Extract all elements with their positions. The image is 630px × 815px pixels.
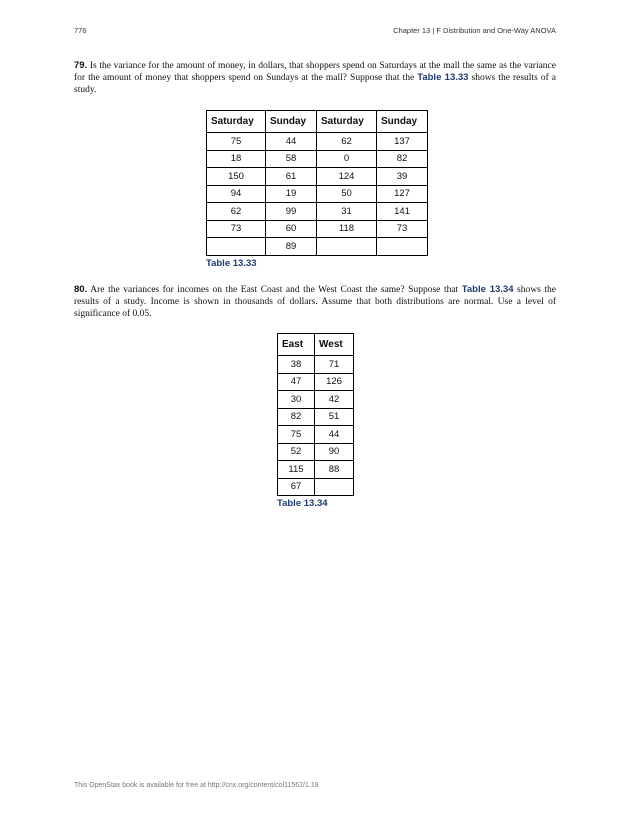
table-link[interactable]: Table 13.34 <box>461 284 514 295</box>
table-row <box>278 408 354 426</box>
problem-80 <box>74 284 556 320</box>
table-cell: 89 <box>266 238 317 256</box>
chapter-title: Chapter 13 | F Distribution and One-Way ANOVA <box>393 26 556 35</box>
problem-text: shows the results of a study. <box>74 73 556 95</box>
page-number: 776 <box>74 26 87 35</box>
table-link[interactable]: Table 13.33 <box>417 72 469 83</box>
table-cell: 115 <box>278 461 315 479</box>
table-cell: 124 <box>317 168 377 186</box>
table-row <box>278 443 354 461</box>
table-cell: 75 <box>278 426 315 444</box>
table-cell: 67 <box>278 478 315 496</box>
table-cell: 62 <box>317 133 377 151</box>
table-cell: 94 <box>207 185 266 203</box>
table-row <box>207 150 428 168</box>
table-row <box>207 185 428 203</box>
table-cell: 82 <box>278 408 315 426</box>
column-header: Saturday <box>207 111 266 133</box>
table-cell: 99 <box>266 203 317 221</box>
table-cell: 0 <box>317 150 377 168</box>
table-cell: 52 <box>278 443 315 461</box>
page-header <box>74 26 556 38</box>
table-13-34 <box>277 333 354 496</box>
table-cell: 150 <box>207 168 266 186</box>
problem-text: Is the variance for the amount of money, in dollars, that shoppers spend on Saturdays at the mall the same as the variance for the amount of money that shoppers spend on Sundays at the mall? Suppose that the <box>74 61 556 83</box>
table-cell: 118 <box>317 220 377 238</box>
table-cell: 58 <box>266 150 317 168</box>
table-row <box>207 203 428 221</box>
problem-79 <box>74 60 556 96</box>
table-cell <box>317 238 377 256</box>
column-header: Saturday <box>317 111 377 133</box>
table-cell: 73 <box>207 220 266 238</box>
table-cell: 44 <box>315 426 354 444</box>
table-cell <box>315 478 354 496</box>
table-cell: 127 <box>377 185 428 203</box>
problem-number: 80. <box>74 284 88 295</box>
table-row <box>278 461 354 479</box>
table-cell: 137 <box>377 133 428 151</box>
table-row <box>278 426 354 444</box>
problem-number: 79. <box>74 60 88 71</box>
table-cell <box>377 238 428 256</box>
table-header-row <box>278 334 354 356</box>
table-cell: 60 <box>266 220 317 238</box>
table-row <box>207 168 428 186</box>
table-cell: 19 <box>266 185 317 203</box>
table-row <box>278 391 354 409</box>
column-header: Sunday <box>266 111 317 133</box>
table-caption: Table 13.34 <box>277 498 328 509</box>
table-cell: 71 <box>315 356 354 374</box>
problem-text: shows the results of a study. Income is shown in thousands of dollars. Assume that both distributions are normal. Use a level of significance of 0.05. <box>74 285 556 319</box>
table-cell: 38 <box>278 356 315 374</box>
table-cell: 47 <box>278 373 315 391</box>
table-cell: 39 <box>377 168 428 186</box>
table-cell: 141 <box>377 203 428 221</box>
table-cell: 62 <box>207 203 266 221</box>
table-row <box>207 238 428 256</box>
table-cell: 126 <box>315 373 354 391</box>
table-cell: 75 <box>207 133 266 151</box>
column-header: Sunday <box>377 111 428 133</box>
table-caption: Table 13.33 <box>206 258 257 269</box>
table-row <box>207 133 428 151</box>
column-header: East <box>278 334 315 356</box>
table-row <box>278 478 354 496</box>
table-cell: 31 <box>317 203 377 221</box>
table-cell: 51 <box>315 408 354 426</box>
table-cell <box>207 238 266 256</box>
table-row <box>207 220 428 238</box>
table-13-33 <box>206 110 428 256</box>
table-cell: 88 <box>315 461 354 479</box>
table-cell: 61 <box>266 168 317 186</box>
table-cell: 30 <box>278 391 315 409</box>
table-cell: 44 <box>266 133 317 151</box>
page-footer: This OpenStax book is available for free at http://cnx.org/content/col11562/1.18 <box>74 782 319 789</box>
table-cell: 90 <box>315 443 354 461</box>
table-cell: 18 <box>207 150 266 168</box>
column-header: West <box>315 334 354 356</box>
table-row <box>278 373 354 391</box>
problem-text: Are the variances for incomes on the East Coast and the West Coast the same? Suppose that <box>87 285 462 295</box>
table-cell: 73 <box>377 220 428 238</box>
table-cell: 82 <box>377 150 428 168</box>
table-header-row <box>207 111 428 133</box>
table-cell: 50 <box>317 185 377 203</box>
table-row <box>278 356 354 374</box>
table-cell: 42 <box>315 391 354 409</box>
